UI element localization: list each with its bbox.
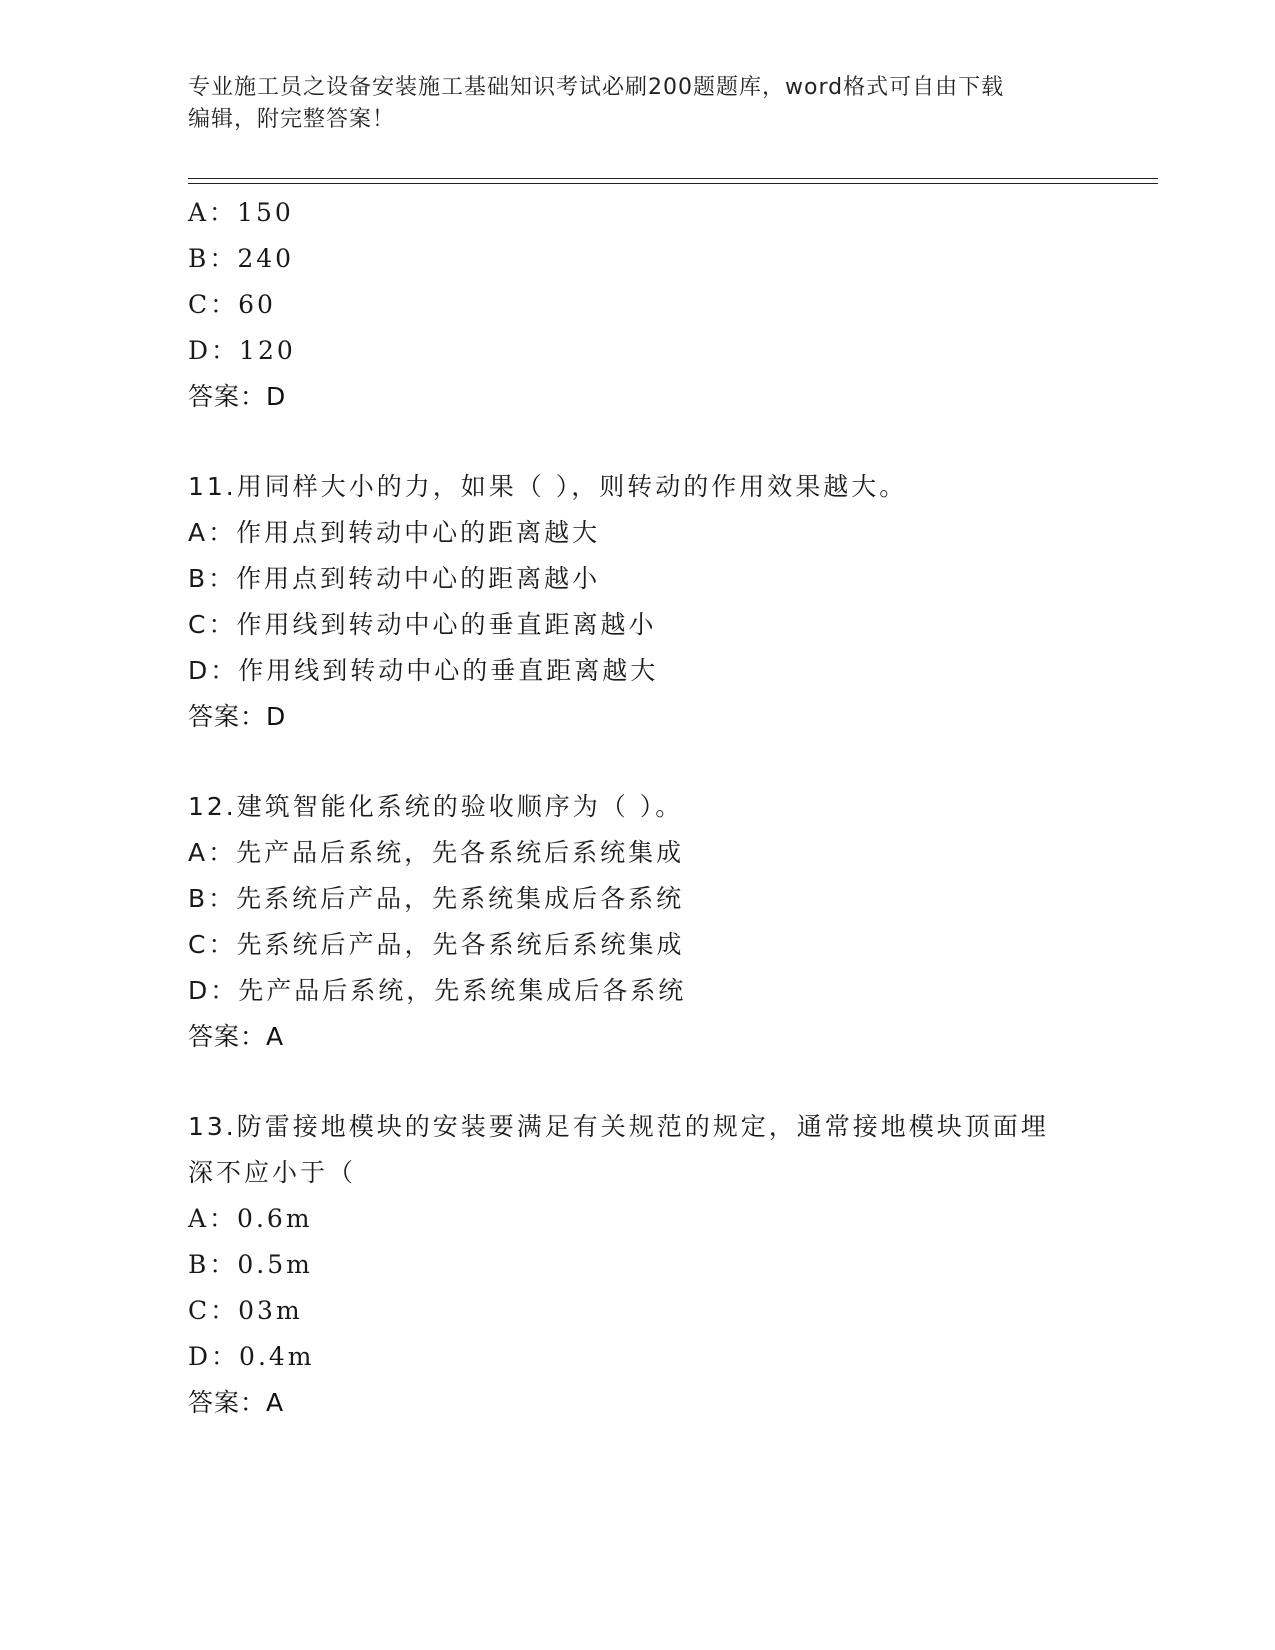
question-stem-line-1: 13.防雷接地模块的安装要满足有关规范的规定，通常接地模块顶面埋 <box>188 1112 1049 1141</box>
option-a: A：150 <box>188 198 294 227</box>
option-b: B：先系统后产品，先系统集成后各系统 <box>188 884 685 913</box>
document-header <box>188 72 1088 136</box>
answer: 答案：D <box>188 382 287 411</box>
header-divider-bottom <box>188 183 1158 184</box>
option-d: D：先产品后系统，先系统集成后各系统 <box>188 976 687 1005</box>
question-stem: 11.用同样大小的力，如果（ ），则转动的作用效果越大。 <box>188 472 908 501</box>
question-stem-line-2: 深不应小于（ <box>188 1158 357 1187</box>
option-c: C：60 <box>188 290 276 319</box>
question-10 <box>188 190 1158 420</box>
option-c: C：先系统后产品，先各系统后系统集成 <box>188 930 685 959</box>
option-b: B：240 <box>188 244 295 273</box>
option-c: C：03m <box>188 1296 303 1325</box>
option-d: D：0.4m <box>188 1342 315 1371</box>
option-c: C：作用线到转动中心的垂直距离越小 <box>188 610 657 639</box>
answer: 答案：A <box>188 1388 285 1417</box>
option-d: D：120 <box>188 336 296 365</box>
option-a: A：0.6m <box>188 1204 313 1233</box>
answer: 答案：A <box>188 1022 285 1051</box>
answer: 答案：D <box>188 702 287 731</box>
option-b: B：0.5m <box>188 1250 313 1279</box>
question-12 <box>188 784 1158 1060</box>
question-13 <box>188 1104 1158 1426</box>
option-a: A：作用点到转动中心的距离越大 <box>188 518 601 547</box>
question-list <box>188 190 1158 1426</box>
question-11 <box>188 464 1158 740</box>
option-d: D：作用线到转动中心的垂直距离越大 <box>188 656 659 685</box>
header-line-1: 专业施工员之设备安装施工基础知识考试必刷200题题库，word格式可自由下载 <box>188 75 1005 100</box>
header-divider-top <box>188 178 1158 179</box>
option-a: A：先产品后系统，先各系统后系统集成 <box>188 838 685 867</box>
option-b: B：作用点到转动中心的距离越小 <box>188 564 601 593</box>
question-stem: 12.建筑智能化系统的验收顺序为（ ）。 <box>188 792 684 821</box>
header-line-2: 编辑，附完整答案！ <box>188 107 396 132</box>
